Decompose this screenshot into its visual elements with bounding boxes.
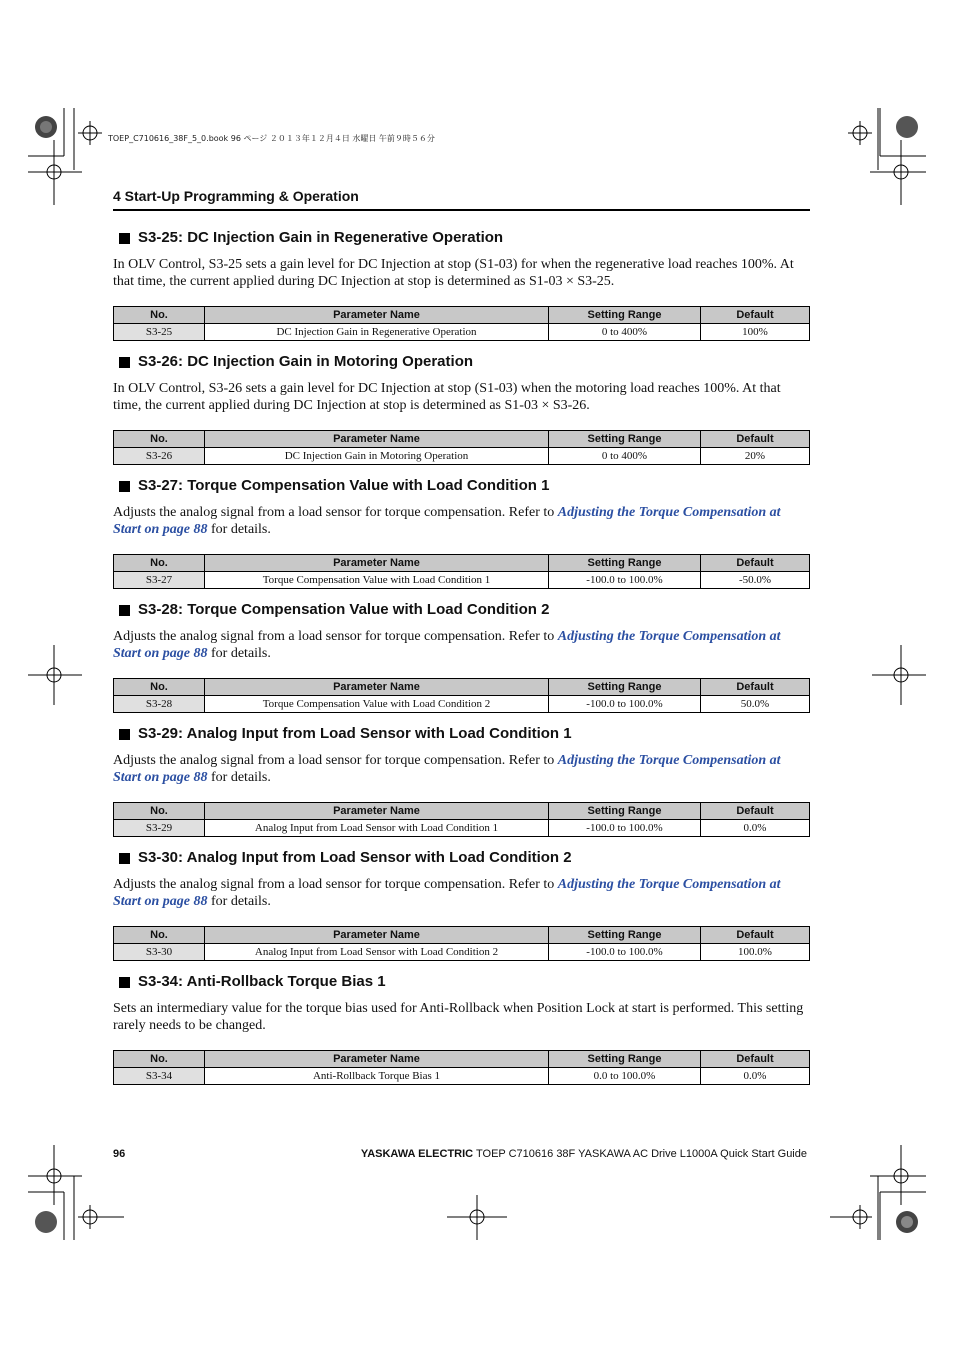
table-header-row — [114, 555, 810, 572]
header-range: Setting Range — [549, 307, 701, 324]
square-bullet-icon — [119, 357, 130, 368]
section-description — [113, 752, 809, 786]
section-heading — [113, 972, 809, 992]
header-default: Default — [701, 679, 810, 696]
header-no: No. — [114, 307, 205, 324]
footer-document-title — [361, 1148, 807, 1160]
section-title: S3-26: DC Injection Gain in Motoring Operation — [138, 353, 474, 370]
table-header-row — [114, 307, 810, 324]
cell-default: 50.0% — [701, 696, 810, 713]
header-name: Parameter Name — [205, 431, 549, 448]
header-no: No. — [114, 431, 205, 448]
header-name: Parameter Name — [205, 1051, 549, 1068]
square-bullet-icon — [119, 481, 130, 492]
cell-no: S3-34 — [114, 1068, 205, 1085]
table-row — [114, 324, 810, 341]
header-name: Parameter Name — [205, 679, 549, 696]
cell-range: -100.0 to 100.0% — [549, 820, 701, 837]
section-heading — [113, 352, 809, 372]
cell-range: -100.0 to 100.0% — [549, 572, 701, 589]
square-bullet-icon — [119, 977, 130, 988]
section-title: S3-27: Torque Compensation Value with Load Condition 1 — [138, 477, 550, 494]
section-heading — [113, 848, 809, 868]
cell-range: 0 to 400% — [549, 324, 701, 341]
cell-range: 0 to 400% — [549, 448, 701, 465]
table-header-row — [114, 431, 810, 448]
section-heading — [113, 228, 809, 248]
cell-name: Analog Input from Load Sensor with Load Condition 2 — [205, 944, 549, 961]
cell-no: S3-25 — [114, 324, 205, 341]
parameter-table — [113, 554, 810, 589]
header-range: Setting Range — [549, 803, 701, 820]
main-content — [113, 228, 809, 1096]
table-row — [114, 448, 810, 465]
section-title: S3-29: Analog Input from Load Sensor with Load Condition 1 — [138, 725, 572, 742]
parameter-table — [113, 802, 810, 837]
cell-default: 100% — [701, 324, 810, 341]
parameter-table — [113, 1050, 810, 1085]
header-default: Default — [701, 307, 810, 324]
page-reference-link[interactable]: Adjusting the Torque Compensation at Start on page 88 — [113, 753, 781, 785]
section-s3-28 — [113, 600, 809, 724]
description-text: Adjusts the analog signal from a load sensor for torque compensation. Refer to — [113, 753, 558, 768]
header-name: Parameter Name — [205, 555, 549, 572]
cell-name: Analog Input from Load Sensor with Load Condition 1 — [205, 820, 549, 837]
section-description: Sets an intermediary value for the torque bias used for Anti-Rollback when Position Lock at start is performed. This setting rarely needs to be changed. — [113, 1001, 804, 1033]
section-s3-34 — [113, 972, 809, 1096]
cell-default: 0.0% — [701, 820, 810, 837]
square-bullet-icon — [119, 853, 130, 864]
square-bullet-icon — [119, 605, 130, 616]
header-range: Setting Range — [549, 927, 701, 944]
table-row — [114, 696, 810, 713]
header-range: Setting Range — [549, 431, 701, 448]
parameter-table — [113, 678, 810, 713]
section-s3-25 — [113, 228, 809, 352]
section-description — [113, 504, 809, 538]
table-header-row — [114, 679, 810, 696]
description-text: Adjusts the analog signal from a load sensor for torque compensation. Refer to — [113, 629, 558, 644]
header-name: Parameter Name — [205, 307, 549, 324]
cell-no: S3-27 — [114, 572, 205, 589]
square-bullet-icon — [119, 729, 130, 740]
cell-name: DC Injection Gain in Regenerative Operation — [205, 324, 549, 341]
header-name: Parameter Name — [205, 803, 549, 820]
section-s3-26 — [113, 352, 809, 476]
cell-no: S3-28 — [114, 696, 205, 713]
section-s3-27 — [113, 476, 809, 600]
cell-default: 20% — [701, 448, 810, 465]
table-header-row — [114, 927, 810, 944]
cell-no: S3-29 — [114, 820, 205, 837]
header-default: Default — [701, 431, 810, 448]
section-title: S3-25: DC Injection Gain in Regenerative Operation — [138, 229, 504, 246]
section-heading — [113, 724, 809, 744]
cell-default: 100.0% — [701, 944, 810, 961]
page-number: 96 — [113, 1148, 126, 1160]
header-no: No. — [114, 1051, 205, 1068]
cell-default: 0.0% — [701, 1068, 810, 1085]
square-bullet-icon — [119, 233, 130, 244]
header-range: Setting Range — [549, 1051, 701, 1068]
header-no: No. — [114, 803, 205, 820]
header-default: Default — [701, 803, 810, 820]
header-default: Default — [701, 555, 810, 572]
header-no: No. — [114, 555, 205, 572]
description-text-end: for details. — [207, 894, 271, 909]
section-heading — [113, 476, 809, 496]
description-text-end: for details. — [207, 646, 271, 661]
description-text: Adjusts the analog signal from a load sensor for torque compensation. Refer to — [113, 877, 558, 892]
description-text-end: for details. — [207, 770, 271, 785]
header-range: Setting Range — [549, 555, 701, 572]
cell-name: Torque Compensation Value with Load Condition 1 — [205, 572, 549, 589]
header-default: Default — [701, 927, 810, 944]
section-description: In OLV Control, S3-26 sets a gain level for DC Injection at stop (S1-03) when the motoring load reaches 100%. At that time, the current applied during DC Injection at stop is determined as S1-03 × S3-26. — [113, 381, 781, 413]
cell-range: -100.0 to 100.0% — [549, 944, 701, 961]
header-no: No. — [114, 927, 205, 944]
cell-name: Anti-Rollback Torque Bias 1 — [205, 1068, 549, 1085]
table-header-row — [114, 803, 810, 820]
section-description: In OLV Control, S3-25 sets a gain level for DC Injection at stop (S1-03) for when the regenerative load reaches 100%. At that time, the current applied during DC Injection at stop is determined as S1-03 × S3-25. — [113, 257, 794, 289]
header-range: Setting Range — [549, 679, 701, 696]
page-reference-link[interactable]: Adjusting the Torque Compensation at Start on page 88 — [113, 629, 781, 661]
parameter-table — [113, 306, 810, 341]
header-name: Parameter Name — [205, 927, 549, 944]
description-text: Adjusts the analog signal from a load sensor for torque compensation. Refer to — [113, 505, 558, 520]
section-title: S3-34: Anti-Rollback Torque Bias 1 — [138, 973, 386, 990]
cell-range: -100.0 to 100.0% — [549, 696, 701, 713]
header-no: No. — [114, 679, 205, 696]
table-row — [114, 820, 810, 837]
footer-brand: YASKAWA ELECTRIC — [360, 1148, 474, 1160]
cell-no: S3-30 — [114, 944, 205, 961]
cell-name: DC Injection Gain in Motoring Operation — [205, 448, 549, 465]
header-default: Default — [701, 1051, 810, 1068]
chapter-header: 4 Start-Up Programming & Operation — [113, 186, 810, 211]
cell-name: Torque Compensation Value with Load Condition 2 — [205, 696, 549, 713]
parameter-table — [113, 430, 810, 465]
page-reference-link[interactable]: Adjusting the Torque Compensation at Start on page 88 — [113, 877, 781, 909]
section-heading — [113, 600, 809, 620]
table-row — [114, 572, 810, 589]
section-title: S3-28: Torque Compensation Value with Load Condition 2 — [138, 601, 550, 618]
table-header-row — [114, 1051, 810, 1068]
cell-range: 0.0 to 100.0% — [549, 1068, 701, 1085]
section-s3-29 — [113, 724, 809, 848]
section-description — [113, 876, 809, 910]
table-row — [114, 1068, 810, 1085]
cell-default: -50.0% — [701, 572, 810, 589]
section-description — [113, 628, 809, 662]
book-file-info: TOEP_C710616_38F_5_0.book 96 ページ ２０１３年１２月４日 水曜日 午前９時５６分 — [108, 134, 435, 143]
cell-no: S3-26 — [114, 448, 205, 465]
section-s3-30 — [113, 848, 809, 972]
description-text-end: for details. — [207, 522, 271, 537]
footer-doc-name: TOEP C710616 38F YASKAWA AC Drive L1000A Quick Start Guide — [476, 1148, 807, 1160]
table-row — [114, 944, 810, 961]
page-reference-link[interactable]: Adjusting the Torque Compensation at Start on page 88 — [113, 505, 781, 537]
parameter-table — [113, 926, 810, 961]
section-title: S3-30: Analog Input from Load Sensor with Load Condition 2 — [138, 849, 572, 866]
